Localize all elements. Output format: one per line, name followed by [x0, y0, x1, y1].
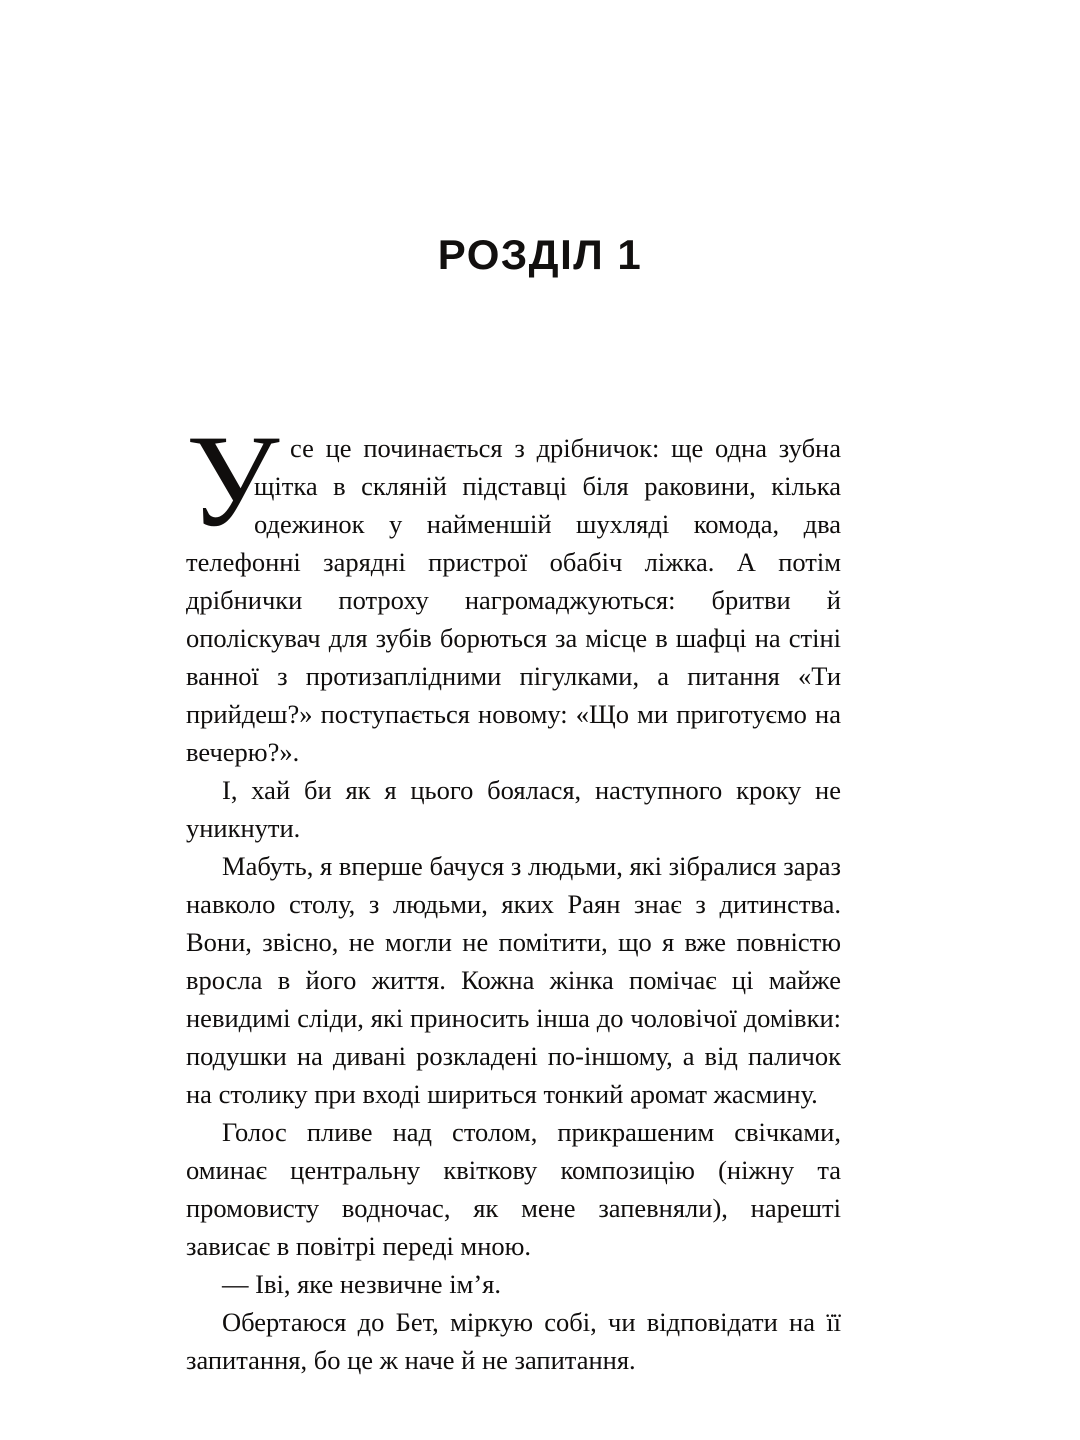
- paragraph-4: Голос пливе над столом, прикрашеним свічками, оминає центральну квіткову композицію (ніжну та промовисту водночас, як мене запевняли), нарешті зависає в повітрі переді мною.: [186, 1117, 841, 1261]
- paragraph-2: І, хай би як я цього боялася, наступного кроку не уникнути.: [186, 775, 841, 843]
- drop-cap-letter: [186, 407, 280, 554]
- paragraph-5-dialogue: — Іві, яке незвичне ім’я.: [222, 1269, 501, 1299]
- chapter-heading: РОЗДІЛ 1: [437, 231, 643, 279]
- drop-cap-glyph: У: [186, 407, 280, 554]
- body-text-column: [186, 407, 841, 1379]
- paragraph-1-text: се це починається з дрібничок: ще одна зубна щітка в скляній підставці біля раковини, кілька одежинок у найменшій шухляді комода, два телефонні зарядні пристрої обабіч ліжка. А потім дрібнички потроху нагромаджуються: бритви й ополіскувач для зубів борються за місце в шафці на стіні ванної з протизаплідними пігулками, а питання «Ти прийдеш?» поступається новому: «Що ми приготуємо на вечерю?».: [186, 433, 841, 767]
- paragraph-3: Мабуть, я вперше бачуся з людьми, які зібралися зараз навколо столу, з людьми, яких Раян знає з дитинства. Вони, звісно, не могли не помітити, що я вже повністю вросла в його життя. Кожна жінка помічає ці майже невидимі сліди, які приносить інша до чоловічої домівки: подушки на дивані розкладені по-іншому, а від паличок на столику при вході шириться тонкий аромат жасмину.: [186, 851, 841, 1109]
- paragraph-1: [186, 407, 841, 771]
- paragraph-6: Обертаюся до Бет, міркую собі, чи відповідати на її запитання, бо це ж наче й не запитання.: [186, 1307, 841, 1375]
